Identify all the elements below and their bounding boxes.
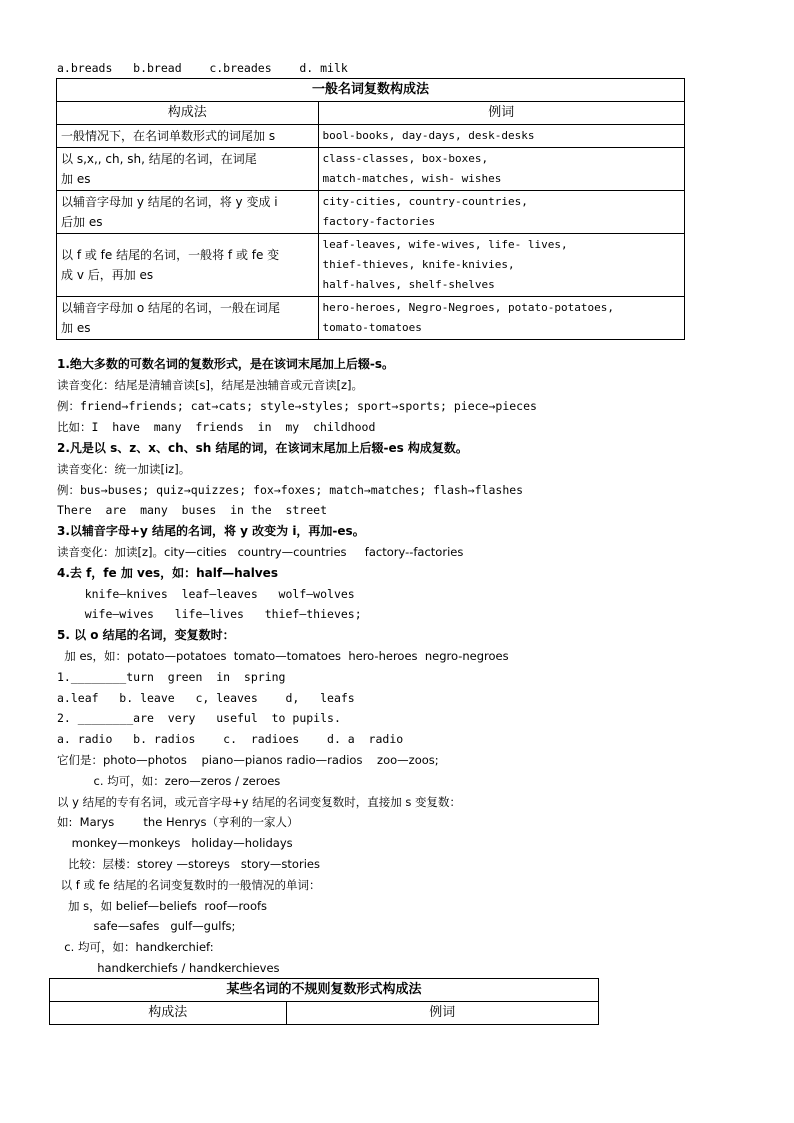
text-line: 加 es，如：potato—potatoes tomato—tomatoes hero-heroes negro-negroes <box>57 649 509 663</box>
text-line: 以 f 或 fe 结尾的名词变复数时的一般情况的单词： <box>57 878 321 892</box>
text-line: handkerchiefs / handkerchieves <box>57 961 280 975</box>
table-title: 某些名词的不规则复数形式构成法 <box>50 979 599 1002</box>
rule-heading-5: 5. 以 o 结尾的名词，变复数时： <box>57 628 235 642</box>
text-line: wife—wives life—lives thief—thieves; <box>57 607 362 621</box>
exercise-options-1: a.leaf b. leave c, leaves d, leafs <box>57 691 355 705</box>
rule-cell: 以辅音字母加 o 结尾的名词，一般在词尾 加 es <box>57 297 319 340</box>
examples-cell: hero-heroes, Negro-Negroes, potato-potatoes, tomato-tomatoes <box>318 297 684 340</box>
top-answer-options: a.breads b.bread c.breades d. milk <box>57 61 348 75</box>
text-line: 比较：层楼：storey —storeys story—stories <box>57 857 320 871</box>
column-header-examples: 例词 <box>318 102 684 125</box>
text-line: c. 均可，如：zero—zeros / zeroes <box>57 774 281 788</box>
text-line: 加 s，如 belief—beliefs roof—roofs <box>57 899 268 913</box>
rule-heading-1: 1.绝大多数的可数名词的复数形式，是在该词末尾加上后辍-s。 <box>57 357 395 371</box>
regular-plural-table <box>56 78 685 340</box>
column-header-examples: 例词 <box>286 1002 598 1025</box>
exercise-question-2: 2. ________are very useful to pupils. <box>57 711 341 725</box>
column-header-rule: 构成法 <box>50 1002 287 1025</box>
text-line: knife—knives leaf—leaves wolf—wolves <box>57 587 355 601</box>
exercise-options-2: a. radio b. radios c. radioes d. a radio <box>57 732 404 746</box>
irregular-plural-table <box>49 978 599 1025</box>
text-line: 例：friend→friends; cat→cats; style→styles; sport→sports; piece→pieces <box>57 399 537 413</box>
examples-cell: city-cities, country-countries, factory-factories <box>318 191 684 234</box>
rule-heading-2: 2.凡是以 s、z、x、ch、sh 结尾的词，在该词末尾加上后辍-es 构成复数。 <box>57 441 468 455</box>
text-line: 例：bus→buses; quiz→quizzes; fox→foxes; match→matches; flash→flashes <box>57 483 524 497</box>
text-line: 如: Marys the Henrys（亨利的一家人） <box>57 815 299 829</box>
table-row <box>57 148 685 191</box>
text-line: 比如：I have many friends in my childhood <box>57 420 376 434</box>
text-line: There are many buses in the street <box>57 503 328 517</box>
rule-cell: 以 s,x,, ch, sh, 结尾的名词，在词尾 加 es <box>57 148 319 191</box>
rule-cell: 一般情况下，在名词单数形式的词尾加 s <box>57 125 319 148</box>
text-line: 读音变化：统一加读[iz]。 <box>57 462 191 476</box>
text-line: monkey—monkeys holiday—holidays <box>57 836 293 850</box>
table-row <box>57 234 685 297</box>
rule-heading-3: 3.以辅音字母+y 结尾的名词，将 y 改变为 i，再加-es。 <box>57 524 365 538</box>
table-row <box>57 297 685 340</box>
rule-cell: 以辅音字母加 y 结尾的名词，将 y 变成 i 后加 es <box>57 191 319 234</box>
text-line: 读音变化：结尾是清辅音读[s]，结尾是浊辅音或元音读[z]。 <box>57 378 363 392</box>
text-line: c. 均可，如：handkerchief: <box>57 940 214 954</box>
examples-cell: leaf-leaves, wife-wives, life- lives, thief-thieves, knife-knivies, half-halves, shelf-shelves <box>318 234 684 297</box>
examples-cell: bool-books, day-days, desk-desks <box>318 125 684 148</box>
text-line: 以 y 结尾的专有名词，或元音字母+y 结尾的名词变复数时，直接加 s 变复数： <box>57 795 462 809</box>
table-row <box>57 191 685 234</box>
table-title: 一般名词复数构成法 <box>57 79 685 102</box>
examples-cell: class-classes, box-boxes, match-matches, wish- wishes <box>318 148 684 191</box>
rule-cell: 以 f 或 fe 结尾的名词，一般将 f 或 fe 变 成 v 后，再加 es <box>57 234 319 297</box>
table-row <box>57 125 685 148</box>
text-line: 读音变化：加读[z]。city—cities country—countries factory--factories <box>57 545 464 559</box>
rule-heading-4: 4.去 f，fe 加 ves，如：half—halves <box>57 566 278 580</box>
text-line: safe—safes gulf—gulfs; <box>57 919 236 933</box>
exercise-question-1: 1.________turn green in spring <box>57 670 286 684</box>
column-header-rule: 构成法 <box>57 102 319 125</box>
text-line: 它们是：photo—photos piano—pianos radio—radios zoo—zoos; <box>57 753 439 767</box>
